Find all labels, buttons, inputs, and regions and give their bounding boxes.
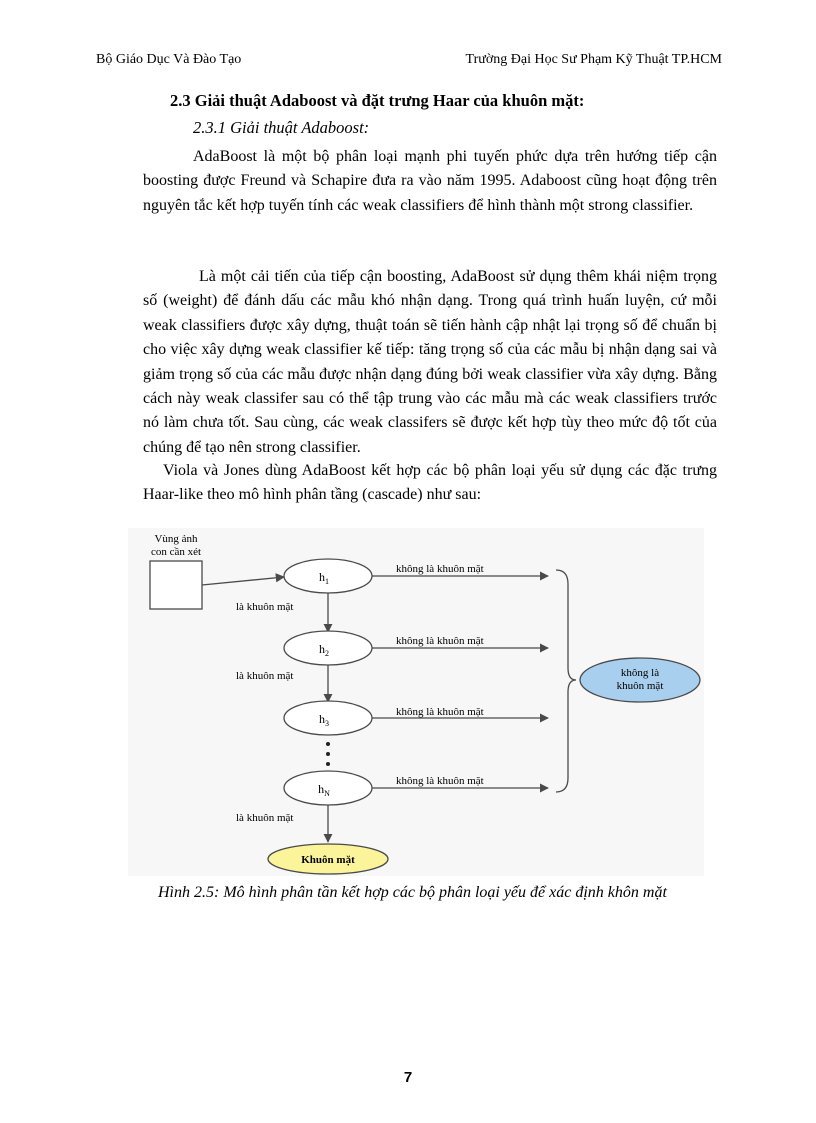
classifier-hN-label: $h_N$	[318, 782, 330, 798]
subsection-title: 2.3.1 Giải thuật Adaboost:	[193, 118, 370, 137]
accept-label-1: là khuôn mặt	[236, 601, 294, 613]
reject-node-line2: khuôn mặt	[616, 680, 664, 692]
input-label-line1: Vùng ảnh	[154, 533, 198, 545]
paragraph-adaboost-intro: AdaBoost là một bộ phân loại mạnh phi tuyến phức dựa trên hướng tiếp cận boosting được Freund và Schapire đưa ra vào năm 1995. Adaboost cũng hoạt động trên nguyên tắc kết hợp tuyến tính các weak classifiers để hình thành một strong classifier.	[143, 148, 717, 214]
classifier-h2-label: $h_2$	[319, 642, 329, 658]
reject-label-1: không là khuôn mặt	[396, 563, 484, 575]
classifier-h1-label: $h_1$	[319, 570, 329, 586]
classifier-h1-node	[284, 559, 372, 593]
face-node-label: Khuôn mặt	[301, 854, 355, 866]
input-arrow	[202, 577, 284, 585]
reject-node-line1: không là	[620, 667, 660, 679]
paragraph-viola-jones: Viola và Jones dùng AdaBoost kết hợp các bộ phân loại yếu sử dụng các đặc trưng Haar-like theo mô hình phân tầng (cascade) như sau:	[143, 462, 717, 504]
input-window-box	[150, 561, 202, 609]
paragraph-adaboost-weights: Là một cải tiến của tiếp cận boosting, AdaBoost sử dụng thêm khái niệm trọng số (weight) để đánh dấu các mẫu khó nhận dạng. Trong quá trình huấn luyện, cứ mỗi weak classifiers được xây dựng, thuật toán sẽ tiến hành cập nhật lại trọng số để chuẩn bị cho việc xây dựng weak classifier kế tiếp: tăng trọng số của các mẫu bị nhận dạng sai và giảm trọng số của các mẫu được nhận dạng đúng bởi weak classifier vừa xây dựng. Bằng cách này weak classifer sau có thể tập trung vào các mẫu mà các weak classifiers trước nó làm chưa tốt. Sau cùng, các weak classifers sẽ được kết hợp tùy theo mức độ tốt của chúng để tạo nên strong classifier.	[143, 268, 717, 456]
classifier-h3-node	[284, 701, 372, 735]
classifier-h2-node	[284, 631, 372, 665]
figure-caption: Hình 2.5: Mô hình phân tần kết hợp các bộ phân loại yếu để xác định khôn mặt	[158, 884, 667, 901]
reject-label-2: không là khuôn mặt	[396, 635, 484, 647]
section-title: 2.3 Giải thuật Adaboost và đặt trưng Haar của khuôn mặt:	[170, 91, 585, 110]
ellipsis-dots	[326, 742, 330, 766]
classifier-hN-node	[284, 771, 372, 805]
page-number: 7	[403, 1069, 413, 1086]
cascade-diagram	[128, 528, 704, 876]
accept-label-final: là khuôn mặt	[236, 812, 294, 824]
reject-label-4: không là khuôn mặt	[396, 775, 484, 787]
classifier-h3-label: $h_3$	[319, 712, 329, 728]
input-label-line2: con cần xét	[150, 546, 202, 558]
reject-brace	[556, 570, 576, 792]
page-header-right: Trường Đại Học Sư Phạm Kỹ Thuật TP.HCM	[465, 52, 722, 67]
cascade-diagram-svg	[128, 528, 704, 876]
accept-label-2: là khuôn mặt	[236, 670, 294, 682]
page-header-left: Bộ Giáo Dục Và Đào Tạo	[96, 52, 242, 67]
reject-label-3: không là khuôn mặt	[396, 706, 484, 718]
